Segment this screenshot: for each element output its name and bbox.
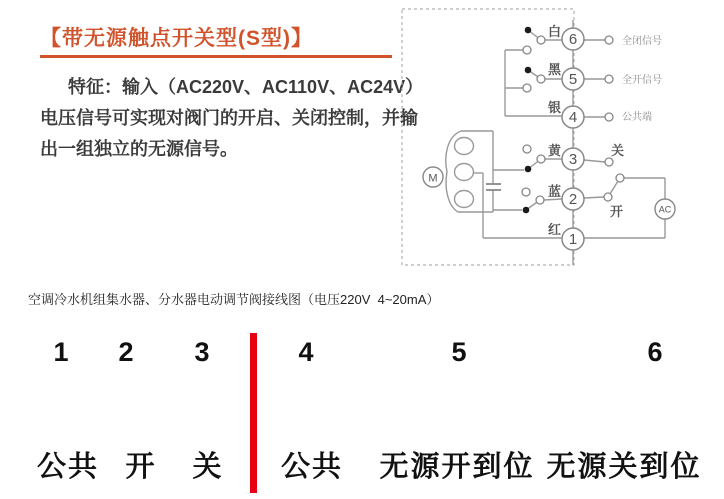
description-line: 电压信号可实现对阀门的开启、关闭控制，并输 bbox=[40, 108, 418, 128]
wire-label: 红 bbox=[547, 222, 561, 237]
terminal-col-number: 3 bbox=[194, 337, 210, 367]
terminal-number: 6 bbox=[568, 31, 578, 48]
red-divider-line bbox=[250, 333, 257, 493]
terminal-number: 4 bbox=[568, 109, 578, 126]
terminal-number: 1 bbox=[568, 231, 578, 248]
feature-description bbox=[40, 72, 424, 165]
terminal-col-number: 1 bbox=[53, 337, 69, 367]
signal-labels bbox=[622, 34, 662, 123]
terminal-col-label: 公共 bbox=[280, 451, 344, 483]
wire-label: 黄 bbox=[547, 143, 561, 158]
open-label: 开 bbox=[610, 204, 624, 219]
signal-label: 全闭信号 bbox=[622, 36, 662, 47]
close-label: 关 bbox=[611, 143, 625, 158]
motor-label: M bbox=[428, 172, 438, 185]
wire-label: 蓝 bbox=[547, 184, 561, 199]
terminal-col-number: 4 bbox=[298, 337, 314, 367]
wires bbox=[458, 20, 665, 265]
terminal-col-number: 2 bbox=[118, 337, 134, 367]
motor-winding-coils bbox=[455, 138, 474, 208]
wire-label: 白 bbox=[547, 24, 561, 39]
terminal-col-number: 5 bbox=[451, 337, 467, 367]
ac-source-label: AC bbox=[658, 204, 672, 215]
terminal-number: 2 bbox=[568, 191, 578, 208]
description-line: 特征：输入（AC220V、AC110V、AC24V） bbox=[68, 77, 424, 97]
terminal-col-label: 开 bbox=[125, 451, 157, 483]
diagram-caption: 空调冷水机组集水器、分水器电动调节阀接线图（电压220V 4~20mA） bbox=[28, 292, 440, 307]
terminal-col-label: 无源关到位 bbox=[546, 451, 702, 483]
terminal-number: 5 bbox=[568, 71, 578, 88]
wire-label: 黑 bbox=[547, 62, 561, 77]
terminal-number: 3 bbox=[568, 151, 578, 168]
terminal-col-label: 无源开到位 bbox=[379, 451, 535, 483]
closed-contact-dots bbox=[523, 27, 532, 214]
page-title: 【带无源触点开关型(S型)】 bbox=[40, 27, 313, 50]
wire-label: 银 bbox=[547, 100, 561, 115]
terminal-col-number: 6 bbox=[647, 337, 663, 367]
title-underline bbox=[40, 55, 392, 58]
wiring-diagram bbox=[395, 0, 724, 285]
capacitor-icon bbox=[486, 184, 501, 190]
terminal-col-label: 公共 bbox=[36, 451, 100, 483]
signal-label: 公共端 bbox=[622, 112, 652, 123]
description-line: 出一组独立的无源信号。 bbox=[40, 139, 238, 159]
terminal-col-label: 关 bbox=[192, 451, 224, 483]
signal-label: 全开信号 bbox=[622, 75, 662, 86]
wire-color-labels bbox=[548, 24, 562, 237]
